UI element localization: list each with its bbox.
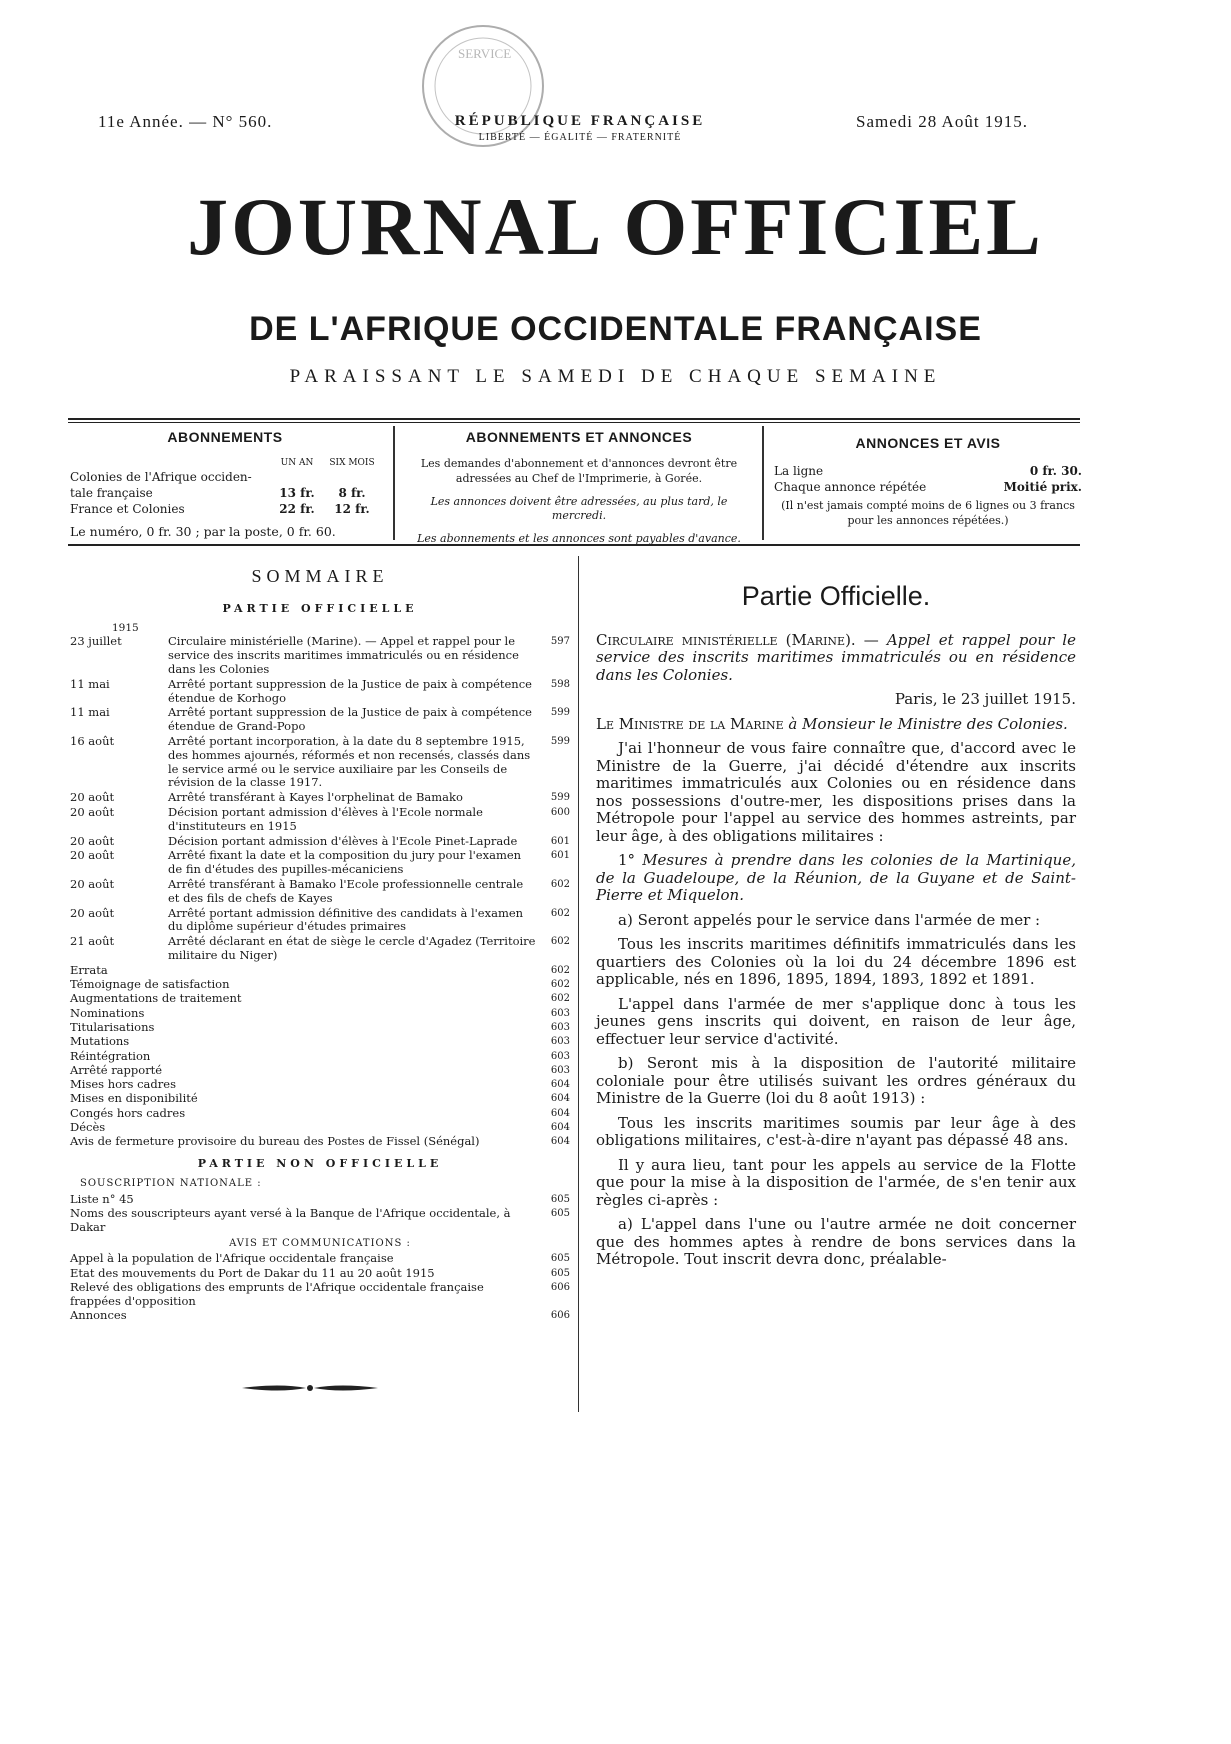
sommaire-item: Mises en disponibilité 604 bbox=[70, 1091, 570, 1106]
journal-title: JOURNAL OFFICIEL bbox=[187, 181, 1044, 272]
paragraph: a) L'appel dans l'une ou l'autre armée ne doit concerner que des hommes aptes à rendre de bons services dans la Métropole. Tout inscrit devra donc, préalable- bbox=[596, 1215, 1076, 1268]
partie-officielle bbox=[596, 581, 1076, 1276]
sommaire-title: SOMMAIRE bbox=[251, 566, 389, 586]
circulaire-objet: Appel et rappel pour le service des inscrits maritimes immatriculés ou en résidence dans les Colonies. bbox=[596, 630, 1076, 684]
paragraph: Il y aura lieu, tant pour les appels au service de la Flotte que pour la mise à la disposition de l'armée, de s'en tenir aux règles ci-après : bbox=[596, 1155, 1076, 1209]
abonnements-annonces-box bbox=[404, 428, 754, 547]
sommaire-entry: 16 août Arrêté portant incorporation, à la date du 8 septembre 1915, des hommes ajournés, réformés et non recensés, classés dans le service armé ou le service auxiliaire par les Conseils de révision de la classe 1917. 599 bbox=[70, 733, 570, 790]
annonces-avis-title: ANNONCES ET AVIS bbox=[855, 435, 1001, 451]
parution-line: PARAISSANT LE SAMEDI DE CHAQUE SEMAINE bbox=[289, 366, 942, 387]
circulaire-caps: Circulaire ministérielle (Marine). — bbox=[596, 630, 879, 649]
sommaire-entry: 20 août Décision portant admission d'élèves à l'Ecole normale d'instituteurs en 1915 600 bbox=[70, 804, 570, 833]
paragraph-mesures bbox=[596, 852, 1076, 905]
sommaire-item: Mises hors cadres 604 bbox=[70, 1077, 570, 1092]
sommaire-item: Avis de fermeture provisoire du bureau des Postes de Fissel (Sénégal) 604 bbox=[70, 1134, 570, 1149]
avis-item: Appel à la population de l'Afrique occidentale française 605 bbox=[70, 1251, 570, 1266]
adresse-dest: à Monsieur le Ministre des Colonies. bbox=[788, 714, 1068, 733]
paragraph: b) Seront mis à la disposition de l'autorité militaire coloniale pour être utilisés suivant les ordres généraux du Ministre de la Guerre (loi du 8 août 1913) : bbox=[596, 1054, 1076, 1107]
sommaire-item: Décès 604 bbox=[70, 1119, 570, 1134]
partie-officielle-heading: PARTIE OFFICIELLE bbox=[222, 601, 418, 615]
abonnements-row-colonies bbox=[70, 469, 380, 501]
payables-text: Les abonnements et les annonces sont payables d'avance. bbox=[417, 532, 741, 546]
ornament-divider bbox=[240, 1381, 380, 1395]
abonnements-title: ABONNEMENTS bbox=[167, 429, 283, 445]
abonnements-box bbox=[70, 428, 380, 540]
sommaire-item: Arrêté rapporté 603 bbox=[70, 1062, 570, 1077]
partie-officielle-title: Partie Officielle. bbox=[741, 581, 931, 611]
paragraph: a) Seront appelés pour le service dans l'armée de mer : bbox=[618, 910, 1041, 929]
paragraph: Tous les inscrits maritimes soumis par leur âge à des obligations militaires, c'est-à-dire n'ayant pas dépassé 48 ans. bbox=[596, 1113, 1076, 1149]
date-parution: Samedi 28 Août 1915. bbox=[856, 112, 1029, 131]
sommaire-item: Augmentations de traitement 602 bbox=[70, 991, 570, 1006]
abonnements-annonces-title: ABONNEMENTS ET ANNONCES bbox=[465, 429, 693, 445]
annonces-avis-box bbox=[774, 434, 1082, 529]
repetee-row bbox=[774, 479, 1082, 495]
sommaire bbox=[70, 566, 570, 1323]
sommaire-item: Nominations 603 bbox=[70, 1005, 570, 1020]
abonnements-heading-row bbox=[70, 457, 380, 469]
row2-label: France et Colonies bbox=[70, 502, 185, 517]
republique-francaise: RÉPUBLIQUE FRANÇAISE bbox=[454, 113, 706, 129]
devise: LIBERTÉ — ÉGALITÉ — FRATERNITÉ bbox=[478, 132, 682, 143]
avis-item: Relevé des obligations des emprunts de l'Afrique occidentale française frappées d'opposition 606 bbox=[70, 1279, 570, 1308]
ligne-label: La ligne bbox=[774, 463, 824, 478]
col-un-an: UN AN bbox=[280, 457, 314, 468]
sommaire-item: Titularisations 603 bbox=[70, 1019, 570, 1034]
ligne-row bbox=[774, 463, 1082, 479]
circulaire-heading bbox=[596, 632, 1076, 685]
svg-text:SERVICE: SERVICE bbox=[458, 46, 512, 61]
annonces-note: (Il n'est jamais compté moins de 6 lignes ou 3 francs pour les annonces répétées.) bbox=[781, 499, 1075, 528]
sommaire-entry: 20 août Arrêté fixant la date et la composition du jury pour l'examen de fin d'études des pupilles-mécaniciens 601 bbox=[70, 848, 570, 877]
ligne-prix: 0 fr. 30. bbox=[1029, 463, 1082, 478]
souscription-item: Noms des souscripteurs ayant versé à la Banque de l'Afrique occidentale, à Dakar 605 bbox=[70, 1205, 570, 1234]
sommaire-entry: 20 août Arrêté transférant à Kayes l'orphelinat de Bamako 599 bbox=[70, 790, 570, 805]
sommaire-entry: 11 mai Arrêté portant suppression de la Justice de paix à compétence étendue de Korhogo 598 bbox=[70, 676, 570, 705]
demandes-text: Les demandes d'abonnement et d'annonces devront être adressées au Chef de l'Imprimerie, à Gorée. bbox=[420, 456, 738, 485]
paragraph: Tous les inscrits maritimes définitifs immatriculés dans les quartiers des Colonies où la loi du 24 décembre 1896 est applicable, nés en 1896, 1895, 1894, 1893, 1892 et 1891. bbox=[596, 935, 1076, 988]
sommaire-year: 1915 bbox=[112, 621, 139, 634]
sommaire-item: Réintégration 603 bbox=[70, 1048, 570, 1063]
col-six-mois: SIX MOIS bbox=[329, 457, 375, 468]
box-divider-2 bbox=[762, 426, 764, 540]
row2-an: 22 fr. bbox=[279, 502, 315, 517]
sommaire-entry: 20 août Décision portant admission d'élèves à l'Ecole Pinet-Laprade 601 bbox=[70, 833, 570, 848]
sommaire-item: Mutations 603 bbox=[70, 1034, 570, 1049]
lieu-date: Paris, le 23 juillet 1915. bbox=[894, 690, 1076, 708]
sommaire-entry: 21 août Arrêté déclarant en état de siège le cercle d'Agadez (Territoire militaire du Niger) 602 bbox=[70, 934, 570, 962]
repetee-prix: Moitié prix. bbox=[1003, 480, 1082, 495]
box-divider-1 bbox=[393, 426, 395, 540]
souscription-heading: SOUSCRIPTION NATIONALE : bbox=[80, 1177, 262, 1189]
row1-six: 8 fr. bbox=[338, 486, 366, 501]
journal-subtitle: DE L'AFRIQUE OCCIDENTALE FRANÇAISE bbox=[249, 310, 982, 348]
paragraph: L'appel dans l'armée de mer s'applique donc à tous les jeunes gens inscrits qui doivent, en raison de leur âge, effectuer leur service d'activité. bbox=[596, 994, 1076, 1048]
top-rule bbox=[68, 418, 1080, 420]
bottom-rule bbox=[68, 544, 1080, 546]
paragraph: J'ai l'honneur de vous faire connaître que, d'accord avec le Ministre de la Guerre, j'ai décidé d'étendre aux inscrits maritimes immatriculés aux Colonies ou en résidence dans nos possessions d'outre-mer, les dispositions prises dans la Métropole pour l'appel au service des hommes astreints, par leur âge, à des obligations militaires : bbox=[596, 739, 1076, 845]
sommaire-entry: 11 mai Arrêté portant suppression de la Justice de paix à compétence étendue de Grand-Popo 599 bbox=[70, 705, 570, 734]
top-rule-thin bbox=[68, 422, 1080, 423]
annee-numero: 11e Année. — N° 560. bbox=[98, 112, 273, 131]
sommaire-item: Errata 602 bbox=[70, 962, 570, 977]
prix-numero: Le numéro, 0 fr. 30 ; par la poste, 0 fr. 60. bbox=[70, 523, 336, 539]
mercredi-text: Les annonces doivent être adressées, au plus tard, le mercredi. bbox=[430, 494, 728, 523]
republique-block bbox=[410, 113, 750, 143]
avis-item: Annonces 606 bbox=[70, 1308, 570, 1323]
repetee-label: Chaque annonce répétée bbox=[774, 480, 927, 495]
row2-six: 12 fr. bbox=[334, 502, 370, 517]
souscription-item: Liste n° 45 605 bbox=[70, 1191, 570, 1206]
column-separator bbox=[578, 556, 579, 1412]
mesures-text: Mesures à prendre dans les colonies de la Martinique, de la Guadeloupe, de la Réunion, de la Guyane et de Saint-Pierre et Miquelon. bbox=[596, 851, 1076, 904]
sommaire-item: Témoignage de satisfaction 602 bbox=[70, 977, 570, 992]
sommaire-entry: 23 juillet Circulaire ministérielle (Marine). — Appel et rappel pour le service des inscrits maritimes immatriculés ou en résidence dans les Colonies 597 bbox=[70, 634, 570, 676]
sommaire-entry: 20 août Arrêté transférant à Bamako l'Ecole professionnelle centrale et des fils de chefs de Kayes 602 bbox=[70, 876, 570, 905]
adresse bbox=[596, 716, 1076, 734]
sommaire-entry: 20 août Arrêté portant admission définitive des candidats à l'examen du diplôme supérieur d'études primaires 602 bbox=[70, 905, 570, 934]
mesures-num: 1° bbox=[618, 851, 636, 869]
row1-label: Colonies de l'Afrique occiden- tale française bbox=[70, 470, 252, 501]
avis-item: Etat des mouvements du Port de Dakar du 11 au 20 août 1915 605 bbox=[70, 1265, 570, 1280]
abonnements-row-france bbox=[70, 501, 380, 517]
row1-an: 13 fr. bbox=[279, 486, 315, 501]
adresse-caps: Le Ministre de la Marine bbox=[596, 714, 784, 733]
partie-non-officielle-heading: PARTIE NON OFFICIELLE bbox=[197, 1157, 443, 1171]
avis-heading: AVIS ET COMMUNICATIONS : bbox=[229, 1237, 411, 1249]
sommaire-item: Congés hors cadres 604 bbox=[70, 1105, 570, 1120]
